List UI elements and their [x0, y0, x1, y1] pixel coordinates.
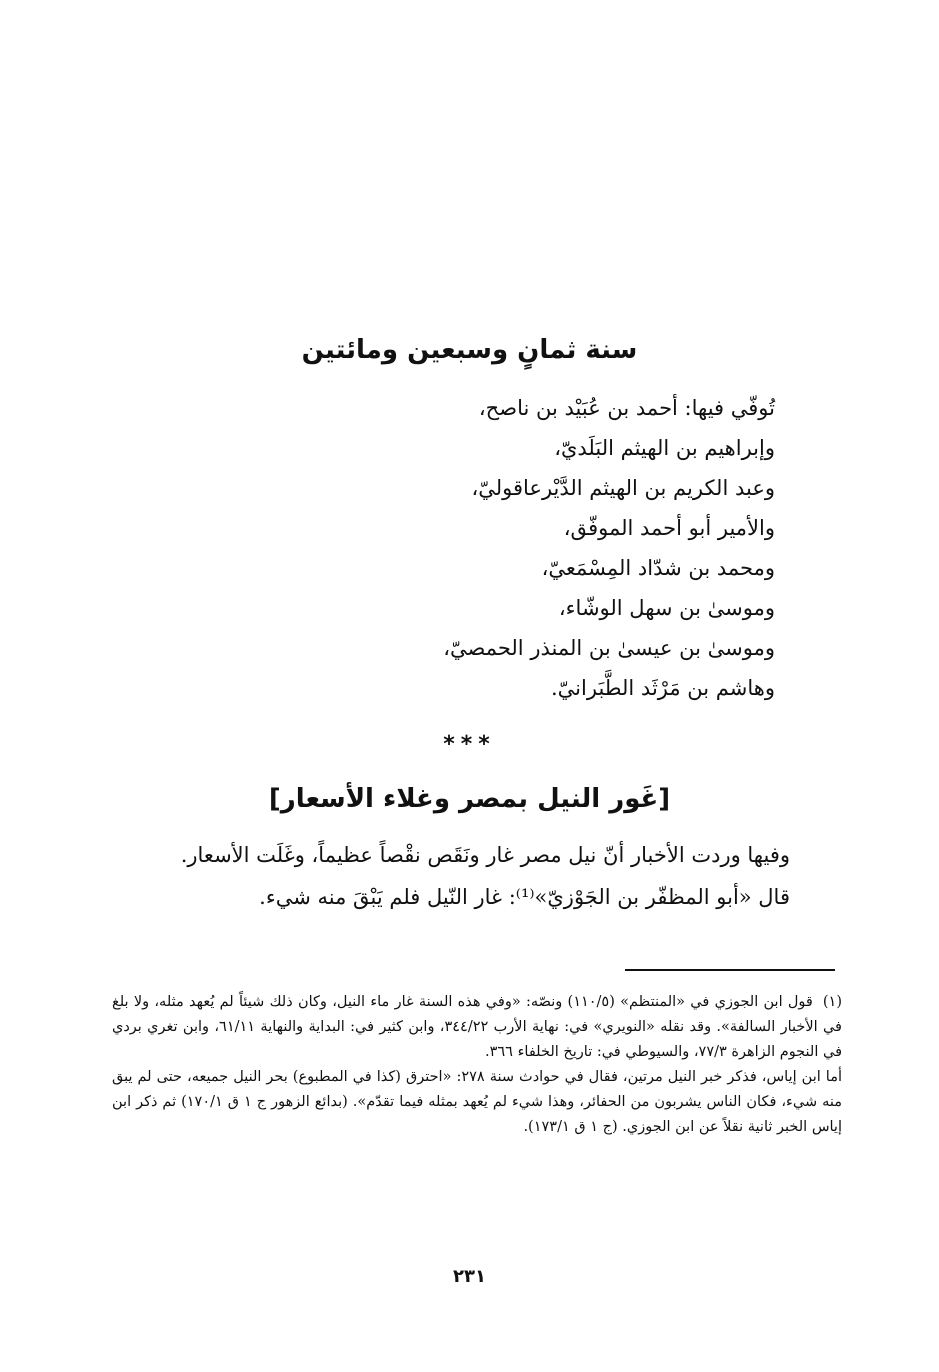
death-entry: تُوفّي فيها: أحمد بن عُبَيْد بن ناصح،	[478, 396, 775, 420]
footnote-divider	[625, 969, 835, 971]
death-entry: وموسىٰ بن سهل الوشّاء،	[558, 596, 775, 620]
page-number: ٢٣١	[453, 1266, 486, 1287]
death-entry: وإبراهيم بن الهيثم البَلَديّ،	[554, 436, 775, 460]
death-entry: ومحمد بن شدّاد المِسْمَعيّ،	[541, 556, 775, 580]
deaths-list	[275, 388, 775, 708]
section-separator: ***	[443, 732, 496, 757]
section-heading: [غَور النيل بمصر وغلاء الأسعار]	[268, 784, 671, 814]
death-entry: وموسىٰ بن عيسىٰ بن المنذر الحمصيّ،	[443, 636, 775, 660]
year-heading: سنة ثمانٍ وسبعين ومائتين	[301, 335, 638, 365]
paragraph: قال «أبو المظفّر بن الجَوْزيّ»⁽¹⁾: غار النّيل فلم يَبْقَ منه شيء.	[259, 885, 790, 909]
death-entry: وهاشم بن مَرْثَد الطَّبَرانيّ.	[551, 676, 775, 700]
footnote-text: قول ابن الجوزي في «المنتظم» (١١٠/٥) ونصّه: «وفي هذه السنة غار ماء النيل، وكان ذلك شيئاً لم يُعهد مثله، ولا بلغ في الأخبار السالفة». وقد نقله «النويري» في: نهاية الأرب ٣٤٤/٢٢، وابن كثير في: البداية والنهاية ٦١/١١، وابن تغري بردي في النجوم الزاهرة ٧٧/٣، والسيوطي في: تاريخ الخلفاء ٣٦٦.	[112, 994, 842, 1060]
footnote-number: (١)	[822, 994, 842, 1010]
footnotes	[112, 990, 842, 1140]
footnote-continuation: أما ابن إياس، فذكر خبر النيل مرتين، فقال في حوادث سنة ٢٧٨: «احترق (كذا في المطبوع) بحر النيل جميعه، حتى لم يبق منه شيء، فكان الناس يشربون من الحفائر، وهذا شيء لم يُعهد بمثله فيما تقدّم». (بدائع الزهور ج ١ ق ١٧٠/١) ثم ذكر ابن إياس الخبر ثانية نقلاً عن ابن الجوزي. (ج ١ ق ١٧٣/١).	[112, 1069, 842, 1135]
footnote-1	[112, 990, 842, 1065]
paragraph: وفيها وردت الأخبار أنّ نيل مصر غار ونَقَص نقْصاً عظيماً، وغَلَت الأسعار.	[180, 843, 790, 867]
death-entry: وعبد الكريم بن الهيثم الدَّيْرعاقوليّ،	[471, 476, 775, 500]
body-text	[118, 834, 836, 918]
death-entry: والأمير أبو أحمد الموفّق،	[563, 516, 775, 540]
